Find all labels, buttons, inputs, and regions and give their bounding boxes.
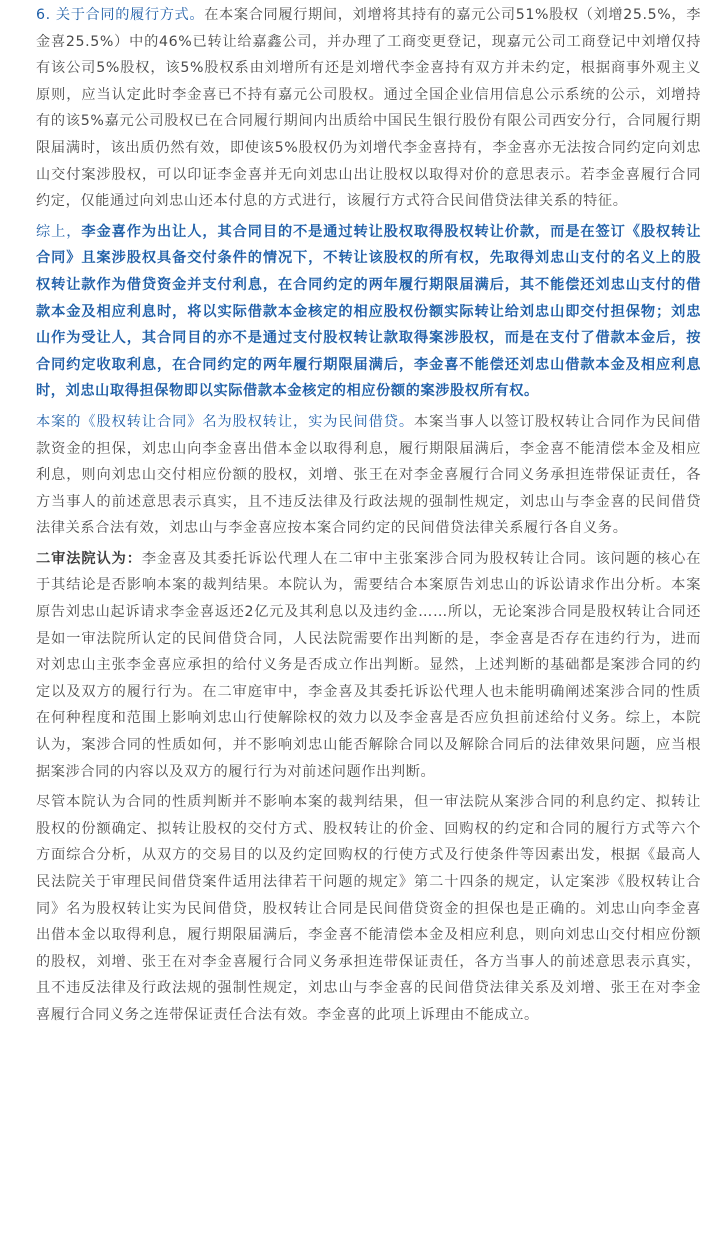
paragraph-second-instance (36, 546, 701, 785)
paragraph-text: 在本案合同履行期间，刘增将其持有的嘉元公司51%股权（刘增25.5%，李金喜25.5%）中的46%已转让给嘉鑫公司，并办理了工商变更登记，现嘉元公司工商登记中刘增仅持有该公司5%股权，该5%股权系由刘增所有还是刘增代李金喜持有双方并未约定，根据商事外观主义原则，应当认定此时李金喜已不持有嘉元公司股权。通过全国企业信用信息公示系统的公示，刘增持有的该5%嘉元公司股权已在合同履行期间内出质给中国民生银行股份有限公司西安分行，合同履行期限届满时，该出质仍然有效，即使该5%股权仍为刘增代李金喜持有，李金喜亦无法按合同约定向刘忠山交付案涉股权，可以印证李金喜并无向刘忠山出让股权以取得对价的意思表示。若李金喜履行合同约定，仅能通过向刘忠山还本付息的方式进行，该履行方式符合民间借贷法律关系的特征。 (36, 7, 701, 210)
paragraph-final-ruling (36, 789, 701, 1028)
paragraph-performance-method (36, 2, 701, 215)
paragraph-conclusion (36, 219, 701, 405)
paragraph-text: 尽管本院认为合同的性质判断并不影响本案的裁判结果，但一审法院从案涉合同的利息约定、拟转让股权的份额确定、拟转让股权的交付方式、股权转让的价金、回购权的约定和合同的履行方式等六个方面综合分析，从双方的交易目的以及约定回购权的行使方式及行使条件等因素出发，根据《最高人民法院关于审理民间借贷案件适用法律若干问题的规定》第二十四条的规定，认定案涉《股权转让合同》名为股权转让实为民间借贷，股权转让合同是民间借贷资金的担保也是正确的。刘忠山向李金喜出借本金以取得利息，履行期限届满后，李金喜不能清偿本金及相应利息，则向刘忠山交付相应份额的股权，刘增、张王在对李金喜履行合同义务承担连带保证责任，各方当事人的前述意思表示真实，且不违反法律及行政法规的强制性规定，刘忠山与李金喜的民间借贷法律关系及刘增、张王在对李金喜履行合同义务之连带保证责任合法有效。李金喜的此项上诉理由不能成立。 (36, 794, 701, 1023)
paragraph-text: 李金喜及其委托诉讼代理人在二审中主张案涉合同为股权转让合同。该问题的核心在于其结论是否影响本案的裁判结果。本院认为，需要结合本案原告刘忠山的诉讼请求作出分析。本案原告刘忠山起诉请求李金喜返还2亿元及其利息以及违约金……所以，无论案涉合同是股权转让合同还是如一审法院所认定的民间借贷合同，人民法院需要作出判断的是，李金喜是否存在违约行为，进而对刘忠山主张李金喜应承担的给付义务是否成立作出判断。显然，上述判断的基础都是案涉合同的约定以及双方的履行行为。在二审庭审中，李金喜及其委托诉讼代理人也未能明确阐述案涉合同的性质在何种程度和范围上影响刘忠山行使解除权的效力以及李金喜是否应负担前述给付义务。综上，本院认为，案涉合同的性质如何，并不影响刘忠山能否解除合同以及解除合同后的法律效果问题，应当根据案涉合同的内容以及双方的履行行为对前述问题作出判断。 (36, 550, 702, 780)
section-heading: 本案的《股权转让合同》名为股权转让，实为民间借贷。 (36, 413, 415, 430)
paragraph-prefix: 综上， (36, 223, 82, 240)
paragraph-text: 本案当事人以签订股权转让合同作为民间借款资金的担保，刘忠山向李金喜出借本金以取得利息，履行期限届满后，李金喜不能清偿本金及相应利息，则向刘忠山交付相应份额的股权，刘增、张王在对李金喜履行合同义务承担连带保证责任，各方当事人的前述意思表示真实，且不违反法律及行政法规的强制性规定，刘忠山与李金喜的民间借贷法律关系合法有效，刘忠山与李金喜应按本案合同约定的民间借贷法律关系履行各自义务。 (36, 413, 701, 537)
highlighted-conclusion: 李金喜作为出让人，其合同目的不是通过转让股权取得股权转让价款，而是在签订《股权转让合同》且案涉股权具备交付条件的情况下，不转让该股权的所有权，先取得刘忠山支付的名义上的股权转让款作为借贷资金并支付利息，在合同约定的两年履行期限届满后，其不能偿还刘忠山支付的借款本金及相应利息时，将以实际借款本金核定的相应股权份额实际转让给刘忠山即交付担保物；刘忠山作为受让人，其合同目的亦不是通过支付股权转让款取得案涉股权，而是在支付了借款本金后，按合同约定收取利息，在合同约定的两年履行期限届满后，李金喜不能偿还刘忠山借款本金及相应利息时，刘忠山取得担保物即以实际借款本金核定的相应份额的案涉股权所有权。 (36, 223, 701, 400)
section-heading: 二审法院认为： (36, 550, 142, 567)
paragraph-contract-nature (36, 409, 701, 542)
section-heading: 6. 关于合同的履行方式。 (36, 7, 205, 23)
